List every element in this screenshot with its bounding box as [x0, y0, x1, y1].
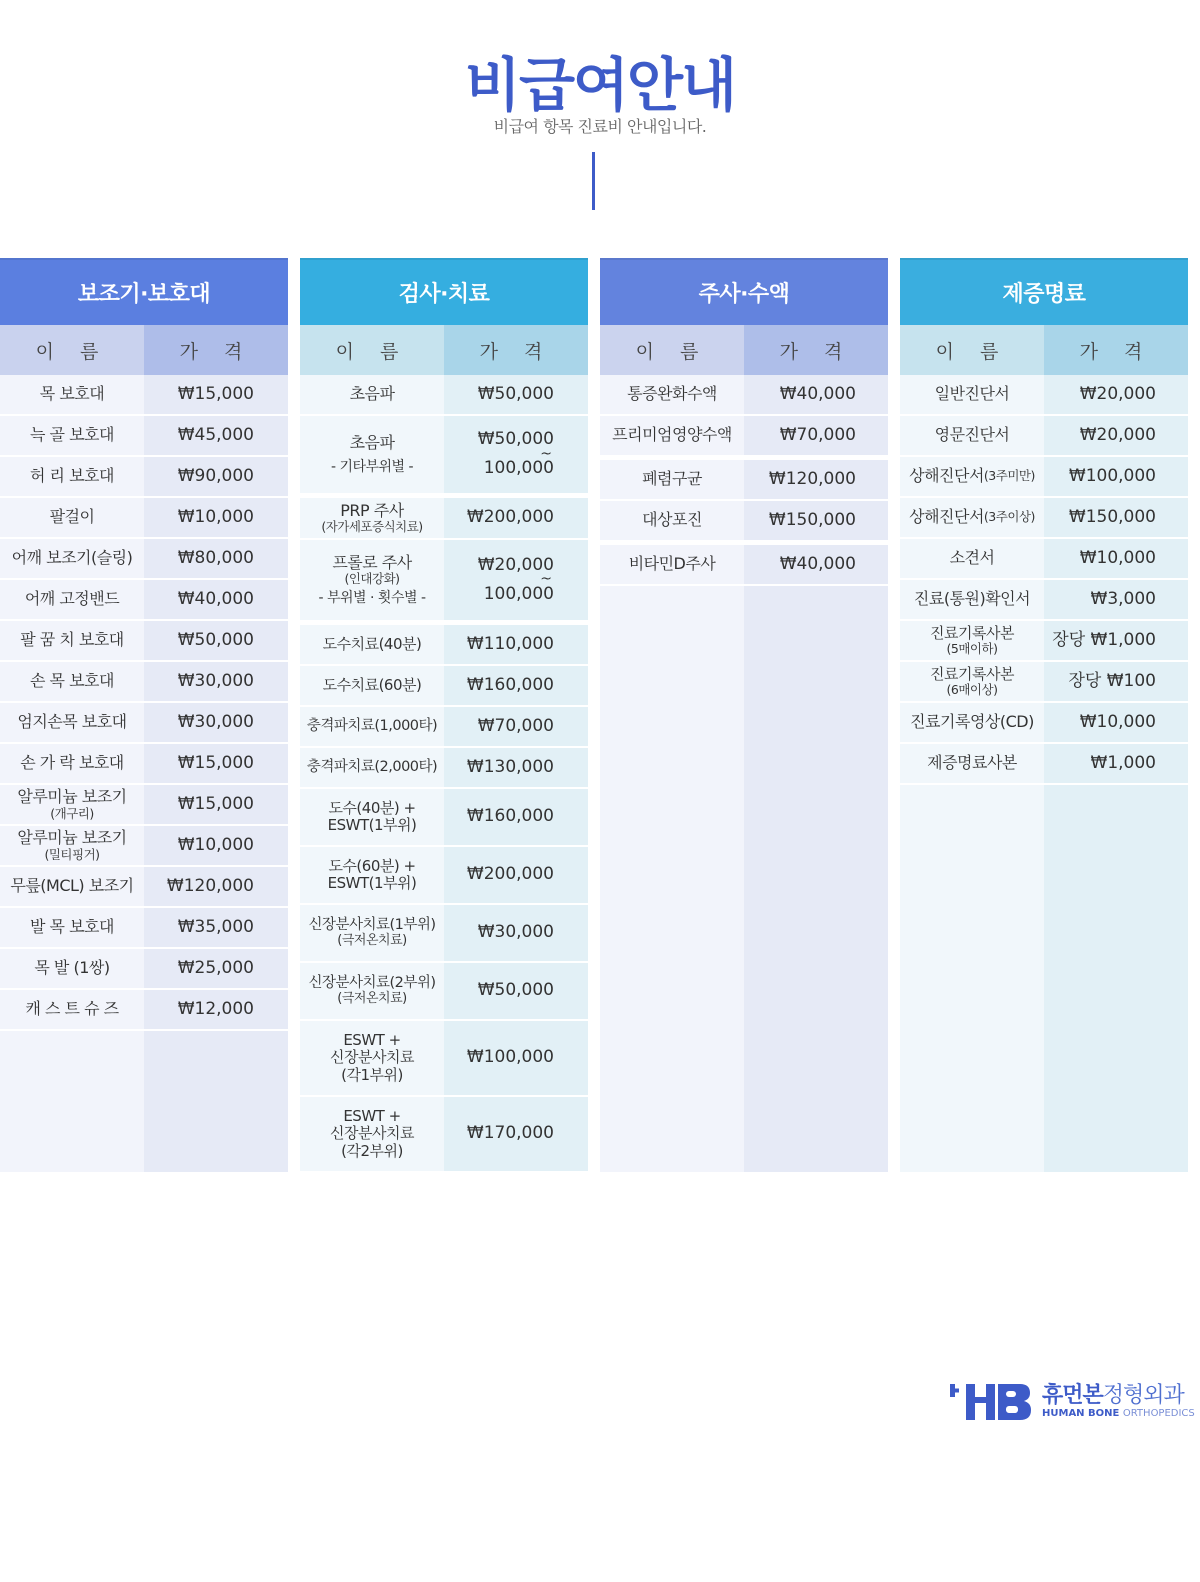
item-name: 발 목 보호대: [30, 917, 114, 937]
column-header: [300, 325, 588, 375]
table-row: [900, 375, 1188, 416]
column-header: [0, 325, 288, 375]
page-subtitle: 비급여 항목 진료비 안내입니다.: [493, 117, 707, 136]
item-name: 신장분사치료(1부위) (극저온치료): [308, 917, 436, 948]
item-name: 비타민D주사: [628, 554, 716, 574]
item-name: ESWT + 신장분사치료 (각1부위): [330, 1031, 414, 1084]
page-title: 비급여안내: [464, 51, 736, 119]
clinic-name-en: HUMAN BONE ORTHOPEDICS: [1042, 1408, 1195, 1419]
item-name: 진료기록사본 (5매이하): [930, 623, 1014, 656]
table-row: [300, 540, 588, 625]
item-name: 목 보호대: [39, 384, 105, 404]
panel-injection-iv: [600, 258, 888, 1172]
clinic-logo: [950, 1378, 1195, 1424]
item-price: ₩70,000: [779, 424, 856, 445]
table-row: [0, 662, 288, 703]
panel-title: 보조기·보호대: [0, 258, 288, 325]
item-name: 소견서: [949, 548, 995, 568]
table-row: [300, 789, 588, 847]
item-price: ₩45,000: [177, 424, 254, 445]
item-name: 진료기록영상(CD): [910, 712, 1034, 732]
item-name: 대상포진: [642, 510, 702, 530]
item-name: 통증완화수액: [627, 384, 717, 404]
item-price: ₩20,000: [1079, 383, 1156, 404]
item-price: ₩70,000: [477, 715, 554, 736]
table-row: [900, 580, 1188, 621]
table-row: [900, 416, 1188, 457]
item-price: ₩50,000 ~ 100,000: [477, 429, 554, 479]
item-price: ₩170,000: [466, 1123, 554, 1144]
table-row: [300, 416, 588, 498]
table-row: [0, 457, 288, 498]
table-row: [600, 375, 888, 416]
item-price: ₩80,000: [177, 547, 254, 568]
item-price: ₩20,000: [1079, 424, 1156, 445]
item-name: PRP 주사 (자가세포증식치료): [321, 500, 423, 534]
column-name-header: 이 름: [900, 325, 1044, 375]
panel-exam-treatment: [300, 258, 588, 1172]
item-name: 충격파치료(1,000타): [306, 718, 438, 735]
table-row: [600, 460, 888, 501]
table-row: [300, 625, 588, 666]
table-row: [0, 826, 288, 867]
item-name: 초음파: [349, 384, 395, 404]
item-price: ₩15,000: [177, 752, 254, 773]
item-name: 충격파치료(2,000타): [306, 759, 438, 776]
item-name: 캐 스 트 슈 즈: [25, 999, 119, 1019]
item-price: ₩200,000: [466, 507, 554, 528]
item-price: ₩10,000: [1079, 711, 1156, 732]
item-price: ₩10,000: [1079, 547, 1156, 568]
price-list: [600, 375, 888, 586]
table-row: [0, 990, 288, 1031]
item-name: 영문진단서: [934, 425, 1010, 445]
table-row: [300, 748, 588, 789]
item-name: 늑 골 보호대: [30, 425, 114, 445]
item-price: ₩40,000: [779, 383, 856, 404]
item-name: 프롤로 주사 (인대강화) - 부위별 · 횟수별 -: [318, 553, 426, 606]
item-price: ₩150,000: [768, 509, 856, 530]
table-row: [0, 867, 288, 908]
item-price: ₩3,000: [1090, 588, 1156, 609]
table-row: [0, 416, 288, 457]
item-price: ₩200,000: [466, 864, 554, 885]
item-name: 초음파 - 기타부위별 -: [330, 433, 414, 475]
divider-line: [592, 152, 595, 210]
item-price: ₩100,000: [1068, 465, 1156, 486]
item-name: 알루미늄 보조기 (밀티핑거): [17, 828, 127, 862]
item-name: 일반진단서: [934, 384, 1010, 404]
item-price: ₩100,000: [466, 1047, 554, 1068]
item-price: ₩15,000: [177, 383, 254, 404]
column-price-header: 가 격: [744, 325, 888, 375]
item-price: ₩50,000: [477, 980, 554, 1001]
table-row: [300, 375, 588, 416]
table-row: [900, 662, 1188, 703]
table-row: [0, 703, 288, 744]
table-row: [0, 744, 288, 785]
table-row: [300, 847, 588, 905]
table-row: [0, 539, 288, 580]
item-price: ₩120,000: [166, 875, 254, 896]
item-name: 진료기록사본 (6매이상): [930, 664, 1014, 697]
item-name: 도수치료(60분): [322, 675, 422, 694]
item-price: ₩35,000: [177, 916, 254, 937]
item-name: 도수(60분) + ESWT(1부위): [327, 856, 417, 892]
item-price: ₩50,000: [177, 629, 254, 650]
table-row: [900, 498, 1188, 539]
panel-title: 제증명료: [900, 258, 1188, 325]
item-price: ₩15,000: [177, 793, 254, 814]
table-row: [600, 501, 888, 545]
column-price-header: 가 격: [144, 325, 288, 375]
table-row: [300, 1021, 588, 1097]
column-price-header: 가 격: [444, 325, 588, 375]
item-price: ₩1,000: [1090, 752, 1156, 773]
table-row: [0, 621, 288, 662]
item-price: ₩160,000: [466, 806, 554, 827]
item-name: 목 발 (1쌍): [34, 958, 110, 978]
item-name: 도수치료(40분): [322, 634, 422, 653]
column-name-header: 이 름: [300, 325, 444, 375]
table-row: [0, 908, 288, 949]
panel-title: 주사·수액: [600, 258, 888, 325]
item-name: 상해진단서 (3주미만): [909, 466, 1035, 486]
item-price: ₩40,000: [779, 553, 856, 574]
column-header: [900, 325, 1188, 375]
table-row: [300, 707, 588, 748]
item-price: ₩120,000: [768, 468, 856, 489]
item-name: 도수(40분) + ESWT(1부위): [327, 798, 417, 834]
item-name: 어깨 보조기(슬링): [11, 548, 133, 568]
table-row: [600, 416, 888, 460]
item-price: ₩50,000: [477, 383, 554, 404]
item-name: ESWT + 신장분사치료 (각2부위): [330, 1107, 414, 1160]
item-name: 프리미엄영양수액: [612, 425, 732, 445]
item-name: 팔 꿈 치 보호대: [20, 630, 124, 650]
clinic-name-kr: 휴먼본정형외과: [1042, 1383, 1184, 1408]
table-row: [300, 1097, 588, 1173]
item-price: ₩160,000: [466, 674, 554, 695]
item-price: ₩10,000: [177, 506, 254, 527]
item-name: 알루미늄 보조기 (개구리): [17, 787, 127, 821]
table-row: [600, 545, 888, 586]
panel-certificates: [900, 258, 1188, 1172]
price-list: [300, 375, 588, 1173]
column-price-header: 가 격: [1044, 325, 1188, 375]
item-name: 폐렴구균: [642, 469, 702, 489]
column-name-header: 이 름: [600, 325, 744, 375]
table-row: [300, 498, 588, 540]
hb-logo-icon: [950, 1380, 1032, 1420]
table-row: [900, 539, 1188, 580]
item-price: ₩90,000: [177, 465, 254, 486]
column-header: [600, 325, 888, 375]
table-row: [0, 949, 288, 990]
table-row: [0, 375, 288, 416]
item-price: ₩40,000: [177, 588, 254, 609]
item-price: 장당 ₩1,000: [1052, 629, 1156, 650]
price-list: [900, 375, 1188, 785]
item-name: 진료(통원)확인서: [913, 589, 1031, 609]
item-price: ₩130,000: [466, 756, 554, 777]
table-row: [0, 580, 288, 621]
item-price: ₩150,000: [1068, 506, 1156, 527]
table-row: [300, 905, 588, 963]
item-price: ₩12,000: [177, 998, 254, 1019]
panel-title: 검사·치료: [300, 258, 588, 325]
table-row: [300, 963, 588, 1021]
item-name: 어깨 고정밴드: [24, 589, 120, 609]
table-row: [900, 457, 1188, 498]
item-name: 엄지손목 보호대: [17, 712, 127, 732]
column-name-header: 이 름: [0, 325, 144, 375]
item-name: 상해진단서 (3주이상): [909, 507, 1035, 527]
item-price: ₩10,000: [177, 834, 254, 855]
table-row: [900, 744, 1188, 785]
item-price: ₩20,000 ~ 100,000: [477, 554, 554, 604]
item-price: ₩30,000: [177, 711, 254, 732]
table-row: [0, 498, 288, 539]
item-price: ₩30,000: [177, 670, 254, 691]
price-list: [0, 375, 288, 1031]
item-name: 손 가 락 보호대: [20, 753, 124, 773]
item-price: 장당 ₩100: [1068, 670, 1156, 691]
panel-orthosis: [0, 258, 288, 1172]
table-row: [300, 666, 588, 707]
item-price: ₩30,000: [477, 922, 554, 943]
item-price: ₩110,000: [466, 633, 554, 654]
item-name: 신장분사치료(2부위) (극저온치료): [308, 975, 436, 1006]
item-name: 손 목 보호대: [30, 671, 114, 691]
item-name: 허 리 보호대: [30, 466, 114, 486]
table-row: [900, 703, 1188, 744]
item-price: ₩25,000: [177, 957, 254, 978]
item-name: 제증명료사본: [927, 753, 1017, 773]
table-row: [900, 621, 1188, 662]
item-name: 팔걸이: [49, 507, 95, 527]
table-row: [0, 785, 288, 826]
item-name: 무릎(MCL) 보조기: [10, 876, 134, 896]
